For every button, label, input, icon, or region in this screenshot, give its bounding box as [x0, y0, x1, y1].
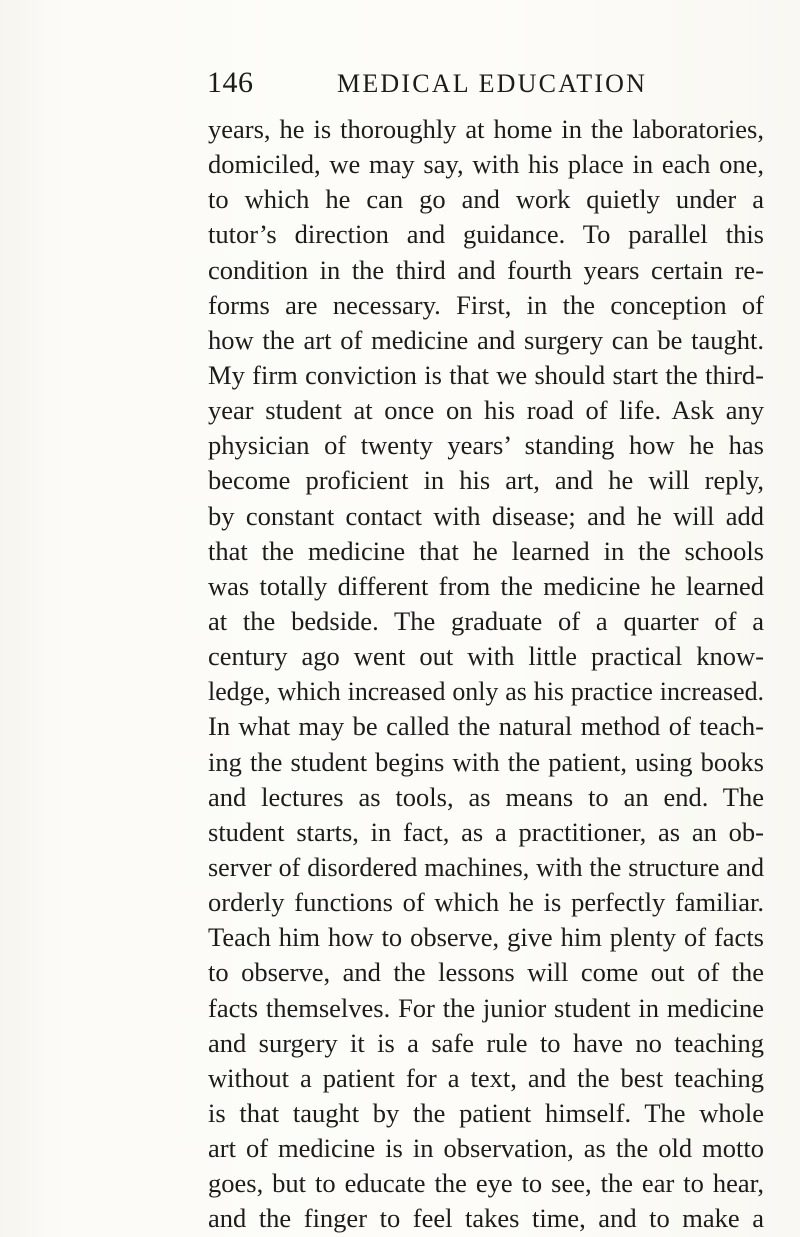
text-line: is that taught by the patient himself. The whole: [208, 1097, 764, 1128]
text-line: century ago went out with little practical know-: [208, 641, 764, 672]
text-line: My firm conviction is that we should start the third-: [208, 359, 764, 390]
text-line: ledge, which increased only as his practice increased.: [208, 677, 764, 707]
text-line: server of disordered machines, with the structure and: [208, 852, 764, 882]
page-number: 146: [207, 66, 254, 99]
text-line: In what may be called the natural method of teach-: [208, 711, 764, 742]
text-line: how the art of medicine and surgery can be taught.: [208, 324, 764, 355]
page-header: [207, 66, 648, 106]
text-line: that the medicine that he learned in the schools: [208, 535, 764, 566]
text-line: facts themselves. For the junior student in medicine: [208, 992, 764, 1023]
text-line: to which he can go and work quietly under a: [208, 184, 764, 215]
text-line: physician of twenty years’ standing how he has: [208, 430, 764, 461]
text-line: Teach him how to observe, give him plenty of facts: [208, 922, 764, 953]
text-line: condition in the third and fourth years certain re-: [208, 254, 764, 285]
text-line: and surgery it is a safe rule to have no teaching: [208, 1027, 764, 1058]
text-line: goes, but to educate the eye to see, the ear to hear,: [208, 1168, 764, 1199]
text-line: forms are necessary. First, in the conception of: [208, 289, 764, 320]
text-line: art of medicine is in observation, as the old motto: [208, 1133, 764, 1164]
text-line: and the finger to feel takes time, and to make a: [208, 1203, 764, 1234]
text-line: was totally different from the medicine he learned: [208, 570, 764, 601]
text-line: to observe, and the lessons will come out of the: [208, 957, 764, 988]
running-head: MEDICAL EDUCATION: [337, 69, 648, 98]
text-line: become proficient in his art, and he will reply,: [208, 465, 764, 496]
text-line: student starts, in fact, as a practitioner, as an ob-: [208, 816, 764, 847]
text-line: orderly functions of which he is perfectly familiar.: [208, 887, 764, 918]
text-line: without a patient for a text, and the best teaching: [208, 1062, 764, 1093]
text-line: domiciled, we may say, with his place in each one,: [208, 149, 764, 180]
text-line: tutor’s direction and guidance. To parallel this: [208, 219, 764, 250]
text-line: ing the student begins with the patient, using books: [208, 746, 764, 777]
text-line: year student at once on his road of life. Ask any: [208, 395, 764, 426]
text-line: at the bedside. The graduate of a quarter of a: [208, 605, 764, 636]
text-line: by constant contact with disease; and he will add: [208, 500, 764, 531]
text-line: and lectures as tools, as means to an end. The: [208, 781, 764, 812]
body-text: [208, 112, 764, 1237]
text-line: years, he is thoroughly at home in the laboratories,: [208, 114, 764, 144]
